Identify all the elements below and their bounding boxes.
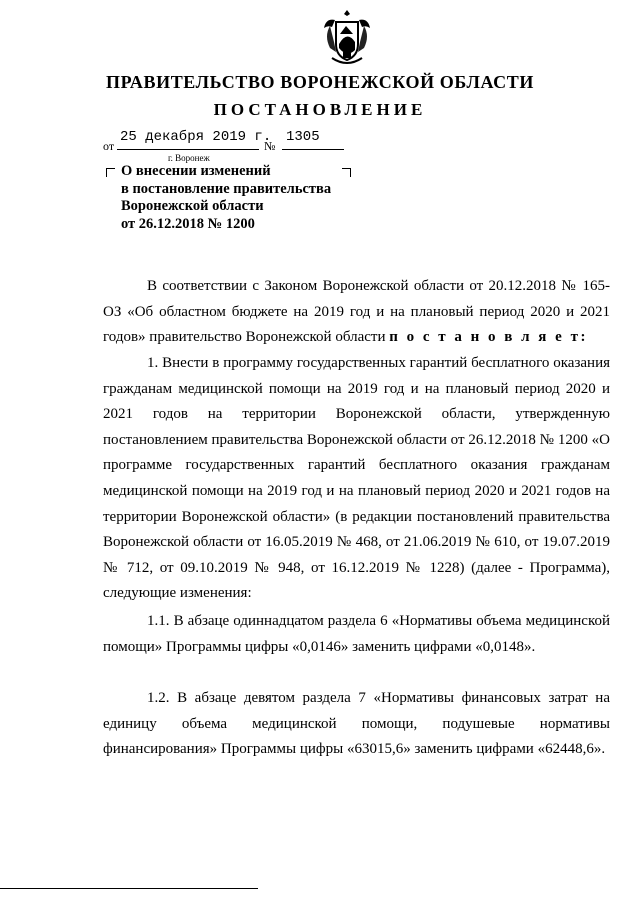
item-1-paragraph: 1. Внести в программу государственных гарантий бесплатного оказания гражданам медицинской помощи на 2019 год и на плановый период 2020 и 2021 годов на территории Воронежской области, утвержденную постановлением правительства Воронежской области от 26.12.2018 № 1200 «О программе государственных гарантий бесплатного оказания гражданам медицинской помощи на 2019 год и на плановый период 2020 и 2021 годов на территории Воронежской области» (в редакции постановлений правительства Воронежской области от 16.05.2019 № 468, от 21.06.2019 № 610, от 19.07.2019 № 712, от 09.10.2019 № 948, от 16.12.2019 № 1228) (далее - Программа), следующие изменения:: [103, 355, 610, 602]
subject-line: О внесении изменений: [121, 163, 271, 179]
subject-block: [121, 163, 331, 233]
item-1-1-paragraph: 1.1. В абзаце одиннадцатом раздела 6 «Нормативы объема медицинской помощи» Программы цифры «0,0146» заменить цифрами «0,0148».: [103, 613, 610, 655]
subject-line: от 26.12.2018 № 1200: [121, 215, 255, 232]
item-1-2-paragraph: 1.2. В абзаце девятом раздела 7 «Нормативы финансовых затрат на единицу объема медицинской помощи, подушевые нормативы финансирования» Программы цифры «63015,6» заменить цифрами «62448,6».: [103, 690, 610, 758]
footer-divider: [0, 888, 258, 889]
subject-line: Воронежской области: [121, 198, 264, 214]
preamble-verb: п о с т а н о в л я е т:: [389, 329, 588, 346]
date-prefix: от: [103, 139, 115, 153]
city: г. Воронеж: [168, 153, 210, 163]
document-date: 25 декабря 2019 г.: [120, 129, 272, 145]
subject-bracket-left: [106, 168, 115, 177]
number-prefix: №: [264, 139, 276, 153]
document-type: ПОСТАНОВЛЕНИЕ: [213, 100, 427, 119]
subject-line: в постановление правительства: [121, 180, 332, 197]
coat-of-arms-icon: [322, 8, 372, 66]
preamble-text: В соответствии с Законом Воронежской области от 20.12.2018 № 165-ОЗ «Об областном бюджете на 2019 год и на плановый период 2020 и 2021 годов» правительство Воронежской области: [103, 278, 610, 346]
date-underline: [117, 149, 259, 150]
preamble-paragraph: [103, 274, 610, 351]
organization-title: ПРАВИТЕЛЬСТВО ВОРОНЕЖСКОЙ ОБЛАСТИ: [106, 72, 534, 92]
subject-bracket-right: [342, 168, 351, 177]
number-underline: [282, 149, 344, 150]
document-number: 1305: [286, 129, 320, 145]
